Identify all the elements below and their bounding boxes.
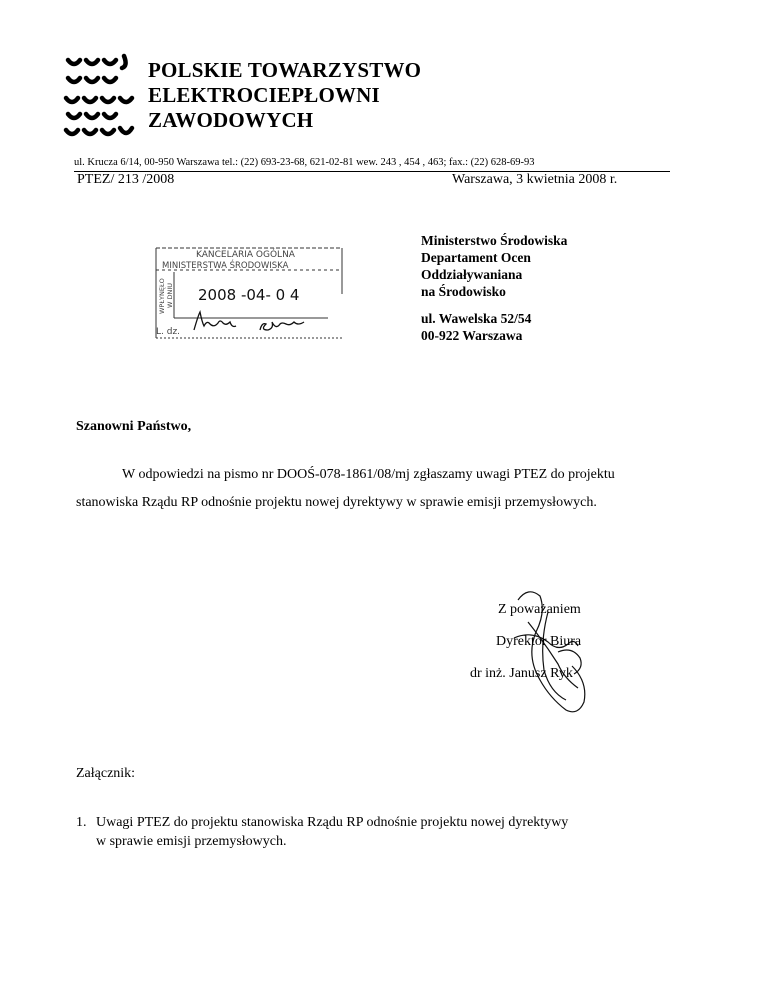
closing-title: Dyrektor Biura	[496, 634, 582, 649]
salutation: Szanowni Państwo,	[76, 419, 192, 434]
letter-body	[76, 461, 696, 517]
incoming-stamp	[152, 246, 346, 340]
stamp-side-label-2: W DNIU	[166, 282, 174, 308]
recipient-line: na Środowisko	[421, 284, 506, 299]
place-date: Warszawa, 3 kwietnia 2008 r.	[452, 172, 618, 187]
stamp-dz-label: L. dz.	[156, 327, 181, 337]
recipient-address-line: 00-922 Warszawa	[421, 328, 523, 343]
recipient-line: Ministerstwo Środowiska	[421, 233, 568, 248]
stamp-date: 2008 -04- 0 4	[198, 286, 300, 304]
closing-block	[470, 594, 593, 690]
recipient-address-line: ul. Wawelska 52/54	[421, 311, 532, 326]
list-item	[76, 813, 696, 851]
org-name-line-3: ZAWODOWYCH	[148, 108, 314, 132]
stamp-line-2: MINISTERSTWA ŚRODOWISKA	[162, 261, 289, 271]
list-item-number: 1.	[76, 815, 87, 830]
stamp-handwriting	[194, 312, 304, 330]
org-name-line-1: POLSKIE TOWARZYSTWO	[148, 58, 422, 82]
body-paragraph-line-1: W odpowiedzi na pismo nr DOOŚ-078-1861/08/mj zgłaszamy uwagi PTEZ do projektu	[122, 467, 615, 482]
logo-icon	[62, 52, 140, 138]
list-item-text-line-2: w sprawie emisji przemysłowych.	[96, 834, 287, 849]
stamp-side-label-1: WPŁYNĘŁO	[158, 278, 166, 314]
closing-regards: Z poważaniem	[498, 602, 581, 617]
closing-signatory: dr inż. Janusz Ryk	[470, 666, 573, 681]
list-item-text-line-1: Uwagi PTEZ do projektu stanowiska Rządu RP odnośnie projektu nowej dyrektywy	[96, 815, 569, 830]
recipient-line: Oddziaływaniana	[421, 267, 523, 282]
attachment-label: Załącznik:	[76, 766, 136, 781]
stamp-line-1: KANCELARIA OGÓLNA	[196, 250, 295, 260]
body-paragraph-line-2: stanowiska Rządu RP odnośnie projektu nowej dyrektywy w sprawie emisji przemysłowych.	[76, 495, 597, 510]
letterhead-address: ul. Krucza 6/14, 00-950 Warszawa tel.: (22) 693-23-68, 621-02-81 wew. 243 , 454 , 463; fax.: (22) 628-69-93	[74, 157, 535, 168]
reference-number: PTEZ/ 213 /2008	[77, 172, 175, 187]
org-name-line-2: ELEKTROCIEPŁOWNI	[148, 83, 380, 107]
recipient-line: Departament Ocen	[421, 250, 531, 265]
recipient-block	[421, 232, 567, 344]
attachment-list	[76, 813, 696, 851]
